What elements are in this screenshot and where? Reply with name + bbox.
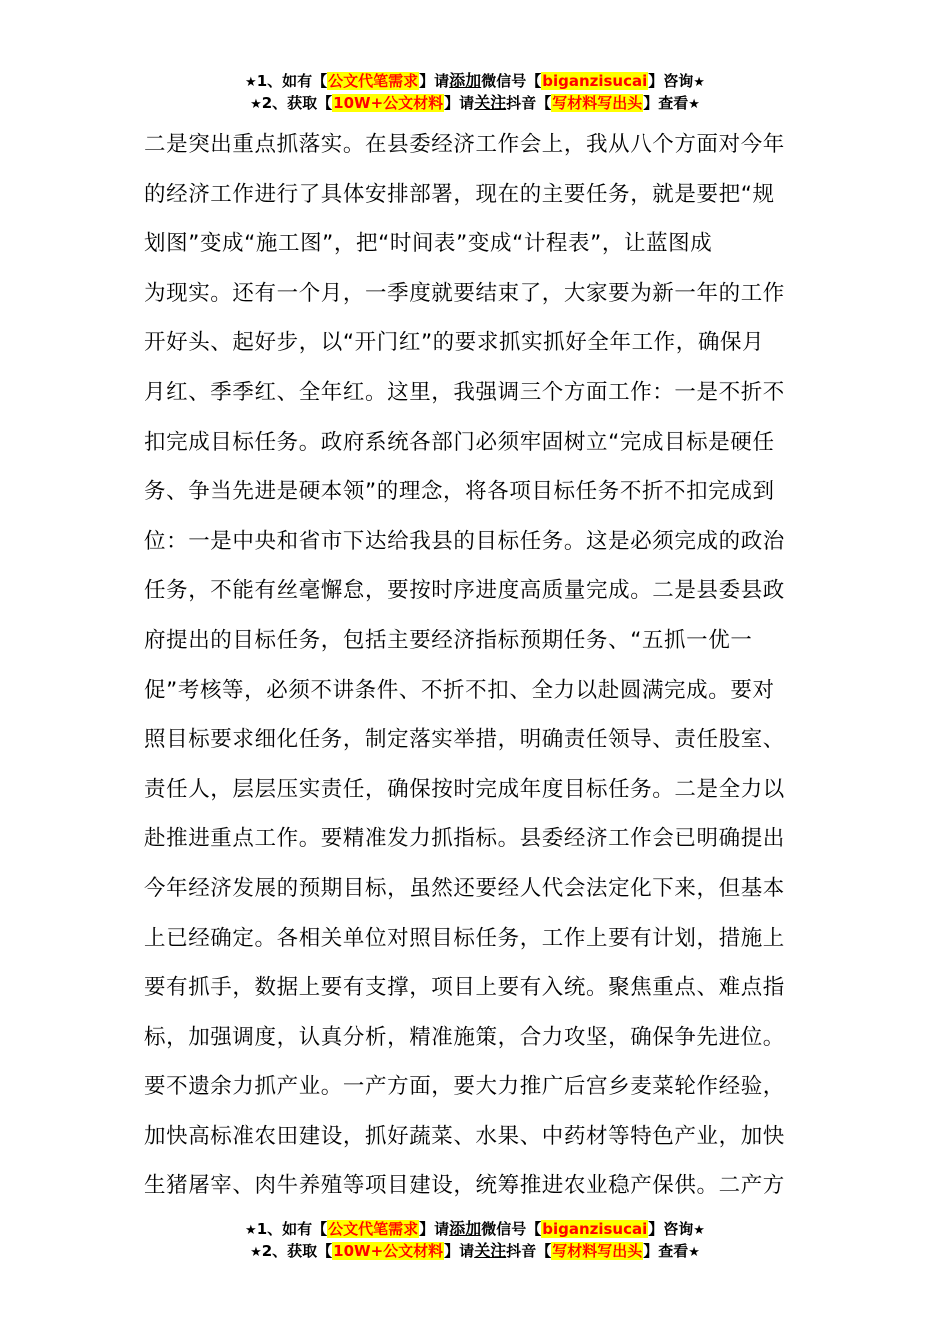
body-line: 任务，不能有丝毫懈怠，要按时序进度高质量完成。二是县委县政 (144, 578, 785, 604)
banner-line-2 (0, 1240, 950, 1262)
body-line: 府提出的目标任务，包括主要经济指标预期任务、“五抓一优一 (144, 627, 753, 653)
body-line: 位：一是中央和省市下达给我县的目标任务。这是必须完成的政治 (144, 528, 785, 554)
star-icon: ★ (245, 75, 257, 90)
banner-text: 】咨询 (648, 1220, 694, 1238)
banner-text: 】请 (444, 94, 475, 112)
header-banner (0, 70, 950, 114)
wechat-id: biganzisucai (542, 1220, 648, 1238)
body-line: 照目标要求细化任务，制定落实举措，明确责任领导、责任股室、 (144, 727, 785, 753)
highlight-text: 10W+公文材料 (333, 1242, 444, 1260)
banner-line-1 (0, 1218, 950, 1240)
underlined-text: 添加 (449, 71, 482, 90)
banner-text: 抖音【 (506, 94, 552, 112)
body-line: 划图”变成“施工图”，把“时间表”变成“计程表”，让蓝图成 (144, 231, 713, 257)
banner-text: 1、如有【 (256, 1220, 328, 1238)
body-line: 加快高标准农田建设，抓好蔬菜、水果、中药材等特色产业，加快 (144, 1123, 785, 1149)
body-line: 月红、季季红、全年红。这里，我强调三个方面工作：一是不折不 (144, 379, 785, 405)
body-line: 扣完成目标任务。政府系统各部门必须牢固树立“完成目标是硬任 (144, 429, 775, 455)
body-line: 开好头、起好步，以“开门红”的要求抓实抓好全年工作，确保月 (144, 330, 765, 356)
star-icon: ★ (688, 1245, 700, 1260)
douyin-account: 写材料写出头 (552, 94, 643, 112)
body-line: 要有抓手，数据上要有支撑，项目上要有入统。聚焦重点、难点指 (144, 975, 785, 1001)
document-body (144, 120, 808, 1211)
body-line: 上已经确定。各相关单位对照目标任务，工作上要有计划，措施上 (144, 925, 785, 951)
highlight-text: 10W+公文材料 (333, 94, 444, 112)
star-icon: ★ (688, 97, 700, 112)
star-icon: ★ (693, 1223, 705, 1238)
footer-banner (0, 1218, 950, 1262)
underlined-text: 添加 (449, 1219, 482, 1238)
highlight-text: 公文代笔需求 (328, 1220, 419, 1238)
banner-line-1 (0, 70, 950, 92)
body-line: 责任人，层层压实责任，确保按时完成年度目标任务。二是全力以 (144, 776, 785, 802)
banner-text: 2、获取【 (261, 1242, 333, 1260)
underlined-text: 关注 (474, 1241, 507, 1260)
body-line: 为现实。还有一个月，一季度就要结束了，大家要为新一年的工作 (144, 280, 785, 306)
banner-text: 】请 (444, 1242, 475, 1260)
star-icon: ★ (245, 1223, 257, 1238)
banner-line-2 (0, 92, 950, 114)
banner-text: 微信号【 (481, 1220, 542, 1238)
body-line: 标，加强调度，认真分析，精准施策，合力攻坚，确保争先进位。 (144, 1024, 785, 1050)
underlined-text: 关注 (474, 93, 507, 112)
body-line: 生猪屠宰、肉牛养殖等项目建设，统筹推进农业稳产保供。二产方 (144, 1173, 785, 1199)
body-line: 促”考核等，必须不讲条件、不折不扣、全力以赴圆满完成。要对 (144, 677, 775, 703)
banner-text: 1、如有【 (256, 72, 328, 90)
banner-text: 微信号【 (481, 72, 542, 90)
banner-text: 抖音【 (506, 1242, 552, 1260)
body-line: 务、争当先进是硬本领”的理念，将各项目标任务不折不扣完成到 (144, 479, 775, 505)
banner-text: 】查看 (643, 1242, 689, 1260)
highlight-text: 公文代笔需求 (328, 72, 419, 90)
wechat-id: biganzisucai (542, 72, 648, 90)
body-line: 赴推进重点工作。要精准发力抓指标。县委经济工作会已明确提出 (144, 826, 785, 852)
banner-text: 】咨询 (648, 72, 694, 90)
body-line: 要不遗余力抓产业。一产方面，要大力推广后宫乡麦菜轮作经验， (144, 1074, 785, 1100)
banner-text: 】查看 (643, 94, 689, 112)
body-line: 今年经济发展的预期目标，虽然还要经人代会法定化下来，但基本 (144, 875, 785, 901)
star-icon: ★ (250, 1245, 262, 1260)
star-icon: ★ (693, 75, 705, 90)
banner-text: 】请 (419, 1220, 450, 1238)
body-line: 二是突出重点抓落实。在县委经济工作会上，我从八个方面对今年 (144, 132, 785, 157)
douyin-account: 写材料写出头 (552, 1242, 643, 1260)
banner-text: 】请 (419, 72, 450, 90)
banner-text: 2、获取【 (261, 94, 333, 112)
body-line: 的经济工作进行了具体安排部署，现在的主要任务，就是要把“规 (144, 181, 775, 207)
star-icon: ★ (250, 97, 262, 112)
